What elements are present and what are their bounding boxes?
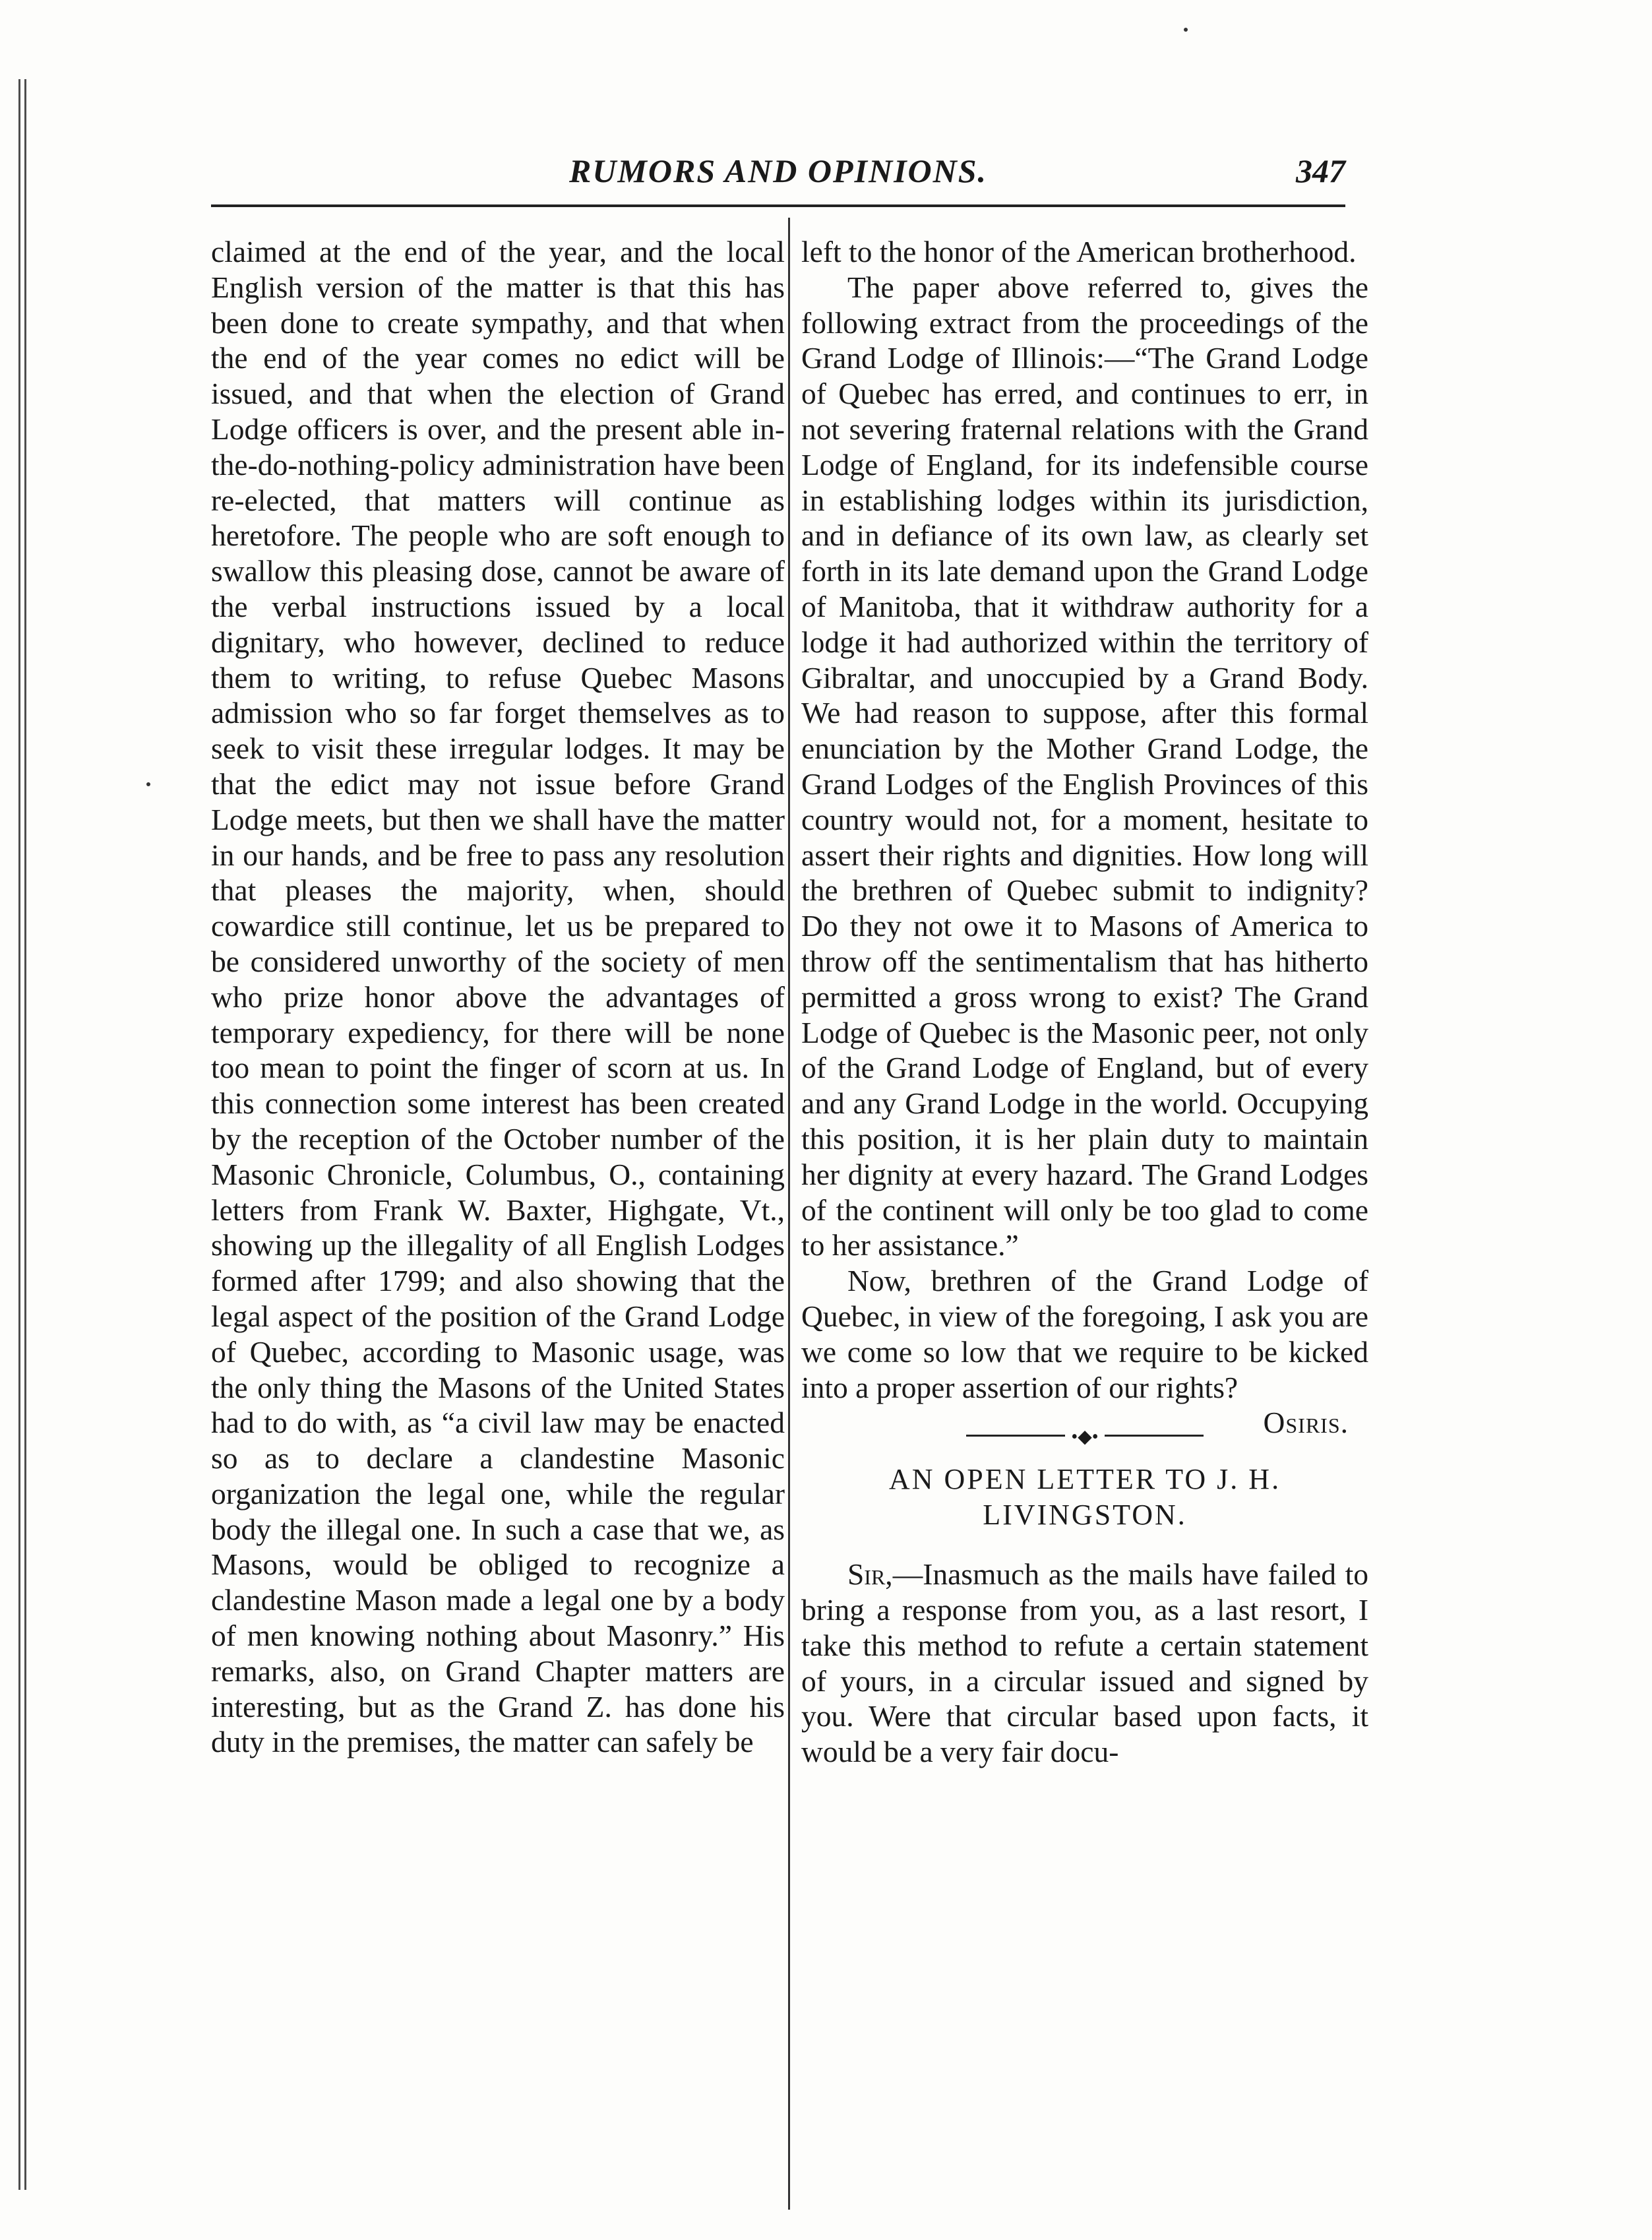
paragraph-closing xyxy=(801,1263,1368,1440)
left-column xyxy=(211,234,785,1760)
article-title-line-1: AN OPEN LETTER TO J. H. xyxy=(888,1463,1281,1496)
paragraph-illinois-extract: The paper above referred to, gives the following extract from the proceedings of the Grand Lodge of Illinois:—“The Grand Lodge of Quebec has erred, and continues to err, in not severing fraternal relations with the Grand Lodge of England, for its indefensible course in establishing lodges within its jurisdiction, and in defiance of its own law, as clearly set forth in its late demand upon the Grand Lodge of Manitoba, that it withdraw authority for a lodge it had authorized within the territory of Gibraltar, and unoccupied by a Grand Body. We had reason to suppose, after this formal enunciation by the Mother Grand Lodge, the Grand Lodges of the English Provinces of this country would not, for a moment, hesitate to assert their rights and dignities. How long will the brethren of Quebec submit to indignity? Do they not owe it to Masons of America to throw off the sentimentalism that has hitherto permitted a gross wrong to exist? The Grand Lodge of Quebec is the Masonic peer, not only of the Grand Lodge of England, but of every and any Grand Lodge in the world. Occupying this position, it is her plain duty to maintain her dignity at every hazard. The Grand Lodges of the continent will only be too glad to come to her assistance.” xyxy=(801,270,1368,1262)
ornament-center: •◆• xyxy=(1071,1427,1099,1448)
page-number: 347 xyxy=(1296,152,1345,189)
print-speck xyxy=(146,782,150,786)
column-divider xyxy=(788,218,790,2210)
right-column xyxy=(801,234,1368,1770)
closing-text: Now, brethren of the Grand Lodge of Quebec, in view of the foregoing, I ask you are we come so low that we require to be kicked into a proper assertion of our rights? xyxy=(801,1264,1368,1404)
left-column-text: claimed at the end of the year, and the local English version of the matter is that this has been done to create sympathy, and that when the end of the year comes no edict will be issued, and that when the election of Grand Lodge officers is over, and the present able in-the-do-nothing-policy administration have been re-elected, that matters will continue as heretofore. The people who are soft enough to swallow this pleasing dose, cannot be aware of the verbal instructions issued by a local dignitary, who however, declined to reduce them to writing, to refuse Quebec Masons admission who so far forget themselves as to seek to visit these irregular lodges. It may be that the edict may not issue before Grand Lodge meets, but then we shall have the matter in our hands, and be free to pass any resolution that pleases the majority, when, should cowardice still continue, let us be prepared to be considered unworthy of the society of men who prize honor above the advantages of temporary expediency, for there will be none too mean to point the finger of scorn at us. In this connection some interest has been created by the reception of the October number of the Masonic Chronicle, Columbus, O., containing letters from Frank W. Baxter, Highgate, Vt., showing up the illegality of all English Lodges formed after 1799; and also showing that the legal aspect of the position of the Grand Lodge of Quebec, according to Masonic usage, was the only thing the Masons of the United States had to do with, as “a civil law may be enacted so as to declare a clandestine Masonic organization the legal one, while the regular body the illegal one. In such a case that we, as Masons, would be obliged to recognize a clandestine Mason made a legal one by a body of men knowing nothing about Masonry.” His remarks, also, on Grand Chapter matters are interesting, but as the Grand Z. has done his duty in the premises, the matter can safely be xyxy=(211,235,785,1759)
running-title: RUMORS AND OPINIONS. xyxy=(568,152,988,189)
article-title xyxy=(801,1462,1368,1533)
article-title-line-2: LIVINGSTON. xyxy=(983,1499,1187,1532)
running-head xyxy=(211,139,1345,198)
letter-text: —Inasmuch as the mails have failed to bring a response from you, as a last resort, I take this method to refute a certain statement of yours, in a circular issued and signed by you. Were that circular based upon facts, it would be a very fair docu- xyxy=(801,1557,1368,1769)
paragraph-continuation: left to the honor of the American brotherhood. xyxy=(801,235,1357,268)
binding-edge xyxy=(18,79,26,2190)
section-ornament xyxy=(966,1427,1204,1448)
header-rule xyxy=(211,204,1345,207)
print-speck xyxy=(1184,28,1188,32)
salutation: Sir, xyxy=(847,1557,893,1592)
ornament-rule-left xyxy=(966,1435,1065,1437)
signature: Osiris. xyxy=(1263,1406,1349,1440)
paragraph-letter-opening xyxy=(801,1557,1368,1770)
ornament-rule-right xyxy=(1105,1435,1204,1437)
